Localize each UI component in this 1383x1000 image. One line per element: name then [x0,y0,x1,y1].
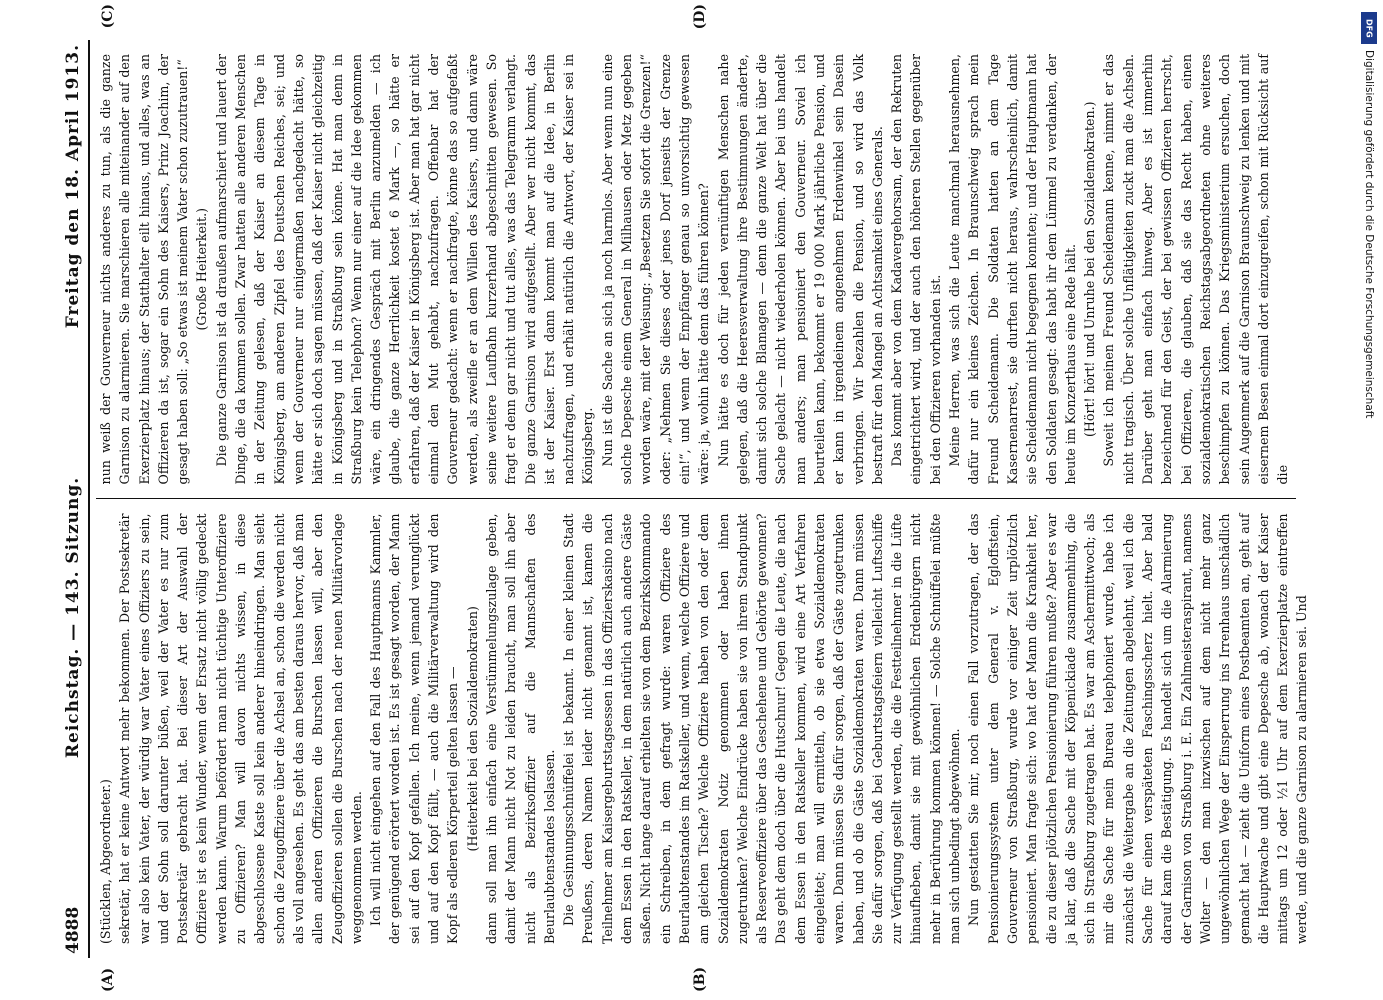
paragraph: Nun gestatten Sie mir, noch einen Fall vorzutragen, der das Pensionierungssystem unter dem General v. Egloffstein, Gouverneur von Straßburg, wurde vor einiger Zeit urplötzlich pensioniert. Man fragte sich: wo hat der Mann die Krankheit her, die zu dieser plötzlichen Pensionierung führen mußte? Aber es war ja klar, daß die Sache mit der Köpenickiade zusammenhing, die sich in Straßburg zugetragen hat. Es war am Aschermittwoch; als mir die Sache für mein Bureau telephoniert wurde, habe ich zunächst die Weitergabe an die Zeitungen abgelehnt, weil ich die Sache für einen verspäteten Faschingsscherz hielt. Aber bald darauf kam die Bestätigung. Es handelt sich um die Alarmierung der Garnison von Straßburg i. E. Ein Zahlmeisteraspirant, namens Wolter — den man inzwischen auf dem nicht mehr ganz ungewöhnlichen Wege der Einsperrung ins Irrenhaus unschädlich gemacht hat — zieht die Uniform eines Postbeamten an, geht auf die Hauptwache und gibt eine Depesche ab, wonach der Kaiser mittags um 12 oder ½1 Uhr auf dem Exerzierplatze eintreffen werde, und die ganze Garnison zu alarmieren sei. Und [966,513,1310,944]
right-column [96,40,1296,499]
left-column [96,500,1310,959]
paragraph: nun weiß der Gouverneur nichts anderes zu tun, als die ganze Garnison zu alarmieren. Sie marschieren alle miteinander auf den Exerzierplatz hinaus; der Statthalter eilt hinaus, und alles, was an Offizieren da ist, sogar ein Sohn des Kaisers, Prinz Joachim, der gesagt haben soll: „So etwas ist meinem Vater schon zuzutrauen!“ [98,54,191,485]
speaker-line: (Stücklen, Abgeordneter.) [98,779,113,944]
paragraph: Meine Herren, was sich die Leute manchmal herausnehmen, dafür nur ein kleines Zeichen. In Braunschweig sprach mein Freund Scheidemann. Die Soldaten hatten an dem Tage Kasernenarrest, sie durften nicht heraus, wahrscheinlich, damit sie Scheidemann nicht begegnen konnten; und der Hauptmann hat den Soldaten gesagt: das habt ihr dem Lümmel zu verdanken, der heute im Konzerthaus eine Rede hält. [947,54,1078,485]
paragraph: Das kommt aber von dem Kadavergehorsam, der den Rekruten eingetrichtert wird, und der auch den höheren Stellen gegenüber bei den Offizieren vorhanden ist. [889,54,943,485]
paragraph: Soweit ich meinen Freund Scheidemann kenne, nimmt er das nicht tragisch. Über solche Unflätigkeiten zuckt man die Achseln. Darüber geht man einfach hinweg. Aber es ist immerhin bezeichnend für den Geist, der bei gewissen Offizieren herrscht, bei Offizieren, die glauben, daß sie das Recht haben, einen sozialdemokratischen Reichstagsabgeordneten ohne weiteres beschimpfen zu können. Das Kriegsministerium ersuchen, doch sein Augenmerk auf die Garnison Braunschweig zu lenken und mit eisernem Besen einmal dort einzugreifen, schon mit Rücksicht auf die [1101,54,1291,485]
text-columns [96,4,1310,992]
paragraph: Nun ist die Sache an sich ja noch harmlos. Aber wenn nun eine solche Depesche einem General in Milhausen oder Metz gegeben worden wäre, mit der Weisung: „Besetzen Sie sofort die Grenzen!“ oder: „Nehmen Sie dieses oder jenes Dorf jenseits der Grenze ein!“, und wenn der Empfänger genau so unvorsichtig gewesen wäre: ja, wohin hätte denn das führen können? [599,54,712,485]
interjection: (Große Heiterkeit.) [194,207,210,331]
margin-marker-b: (B) [692,966,708,992]
paragraph: Die ganze Garnison ist da draußen aufmarschiert und lauert der Dinge, die da kommen sollen. Zwar hatten alle anderen Menschen in der Zeitung gelesen, daß der Kaiser an diesem Tage in Königsberg, am anderen Zipfel des Deutschen Reiches, sei; und wenn der Gouverneur nur einigermaßen nachgedacht hätte, so hätte er sich doch sagen müssen, daß der Kaiser nicht gleichzeitig in Königsberg und in Straßburg sein könne. Hat man denn in Straßburg kein Telephon? Wenn nur einer auf die Idee gekommen wäre, ein dringendes Gespräch mit Berlin anzumelden — ich glaube, die ganze Herrlichkeit kostet 6 Mark —, so hätte er erfahren, daß der Kaiser in Königsberg ist. Aber man hat gar nicht einmal den Mut gehabt, nachzufragen. Offenbar hat der Gouverneur gedacht: wenn er nachfragte, könne das so aufgefaßt werden, als zweifle er an dem Willen des Kaisers, und dann wäre seine weitere Laufbahn kurzerhand abgeschnitten gewesen. So fragt er denn gar nicht und tut alles, was das Telegramm verlangt. Die ganze Garnison wird aufgestellt. Aber wer nicht kommt, das ist der Kaiser. Erst dann kommt man auf die Idee, in Berlin nachzufragen, und erhält natürlich die Antwort, der Kaiser sei in Königsberg. [213,54,596,485]
header-left-title: Reichstag. — 143. Sitzung. [63,476,83,759]
interjection: (Heiterkeit bei den Sozialdemokraten) [464,606,480,852]
header-right-title: Freitag den 18. April 1913. [63,44,83,329]
interjection: (Hört! hört! und Unruhe bei den Sozialdemokraten.) [1082,101,1098,437]
page-number: 4888 [63,906,83,954]
paragraph: dann soll man ihn einfach eine Verstümmelungszulage geben, damit der Mann nicht Not zu leiden braucht, man soll ihn aber nicht als Bezirksoffizier auf die Mannschaften des Beurlaubtenstandes loslassen. [483,513,557,944]
paragraph: Nun hätte es doch für jeden vernünftigen Menschen nahe gelegen, daß die Heeresverwaltung ihre Bestimmungen änderte, damit sich solche Blamagen — denn die ganze Welt hat über die Sache gelacht — nicht wiederholen können. Aber bei uns handelt man anders; man pensioniert den Gouverneur. Soviel ich beurteilen kann, bekommt er 19 000 Mark jährliche Pension, und er kann in irgendeinem angenehmen Erdenwinkel sein Dasein verbringen. Wir bezahlen die Pension, und so wird das Volk bestraft für den Mangel an Achtsamkeit eines Generals. [715,54,885,485]
margin-marker-d: (D) [692,4,708,30]
dfg-logo: DFG [1361,12,1377,44]
paragraph: sekretär, hat er keine Antwort mehr bekommen. Der Postsekretär war also kein Vater, der würdig war Vater eines Offiziers zu sein, und der Sohn soll darunter büßen, weil der Vater es nur zum Postsekretär gebracht hat. Bei dieser Art der Auswahl der Offiziere ist es kein Wunder, wenn der Ersatz nicht völlig gedeckt werden kann. Warum befördert man nicht tüchtige Unteroffiziere zu Offizieren? Man will davon nichts wissen, in diese abgeschlossene Kaste soll kein anderer hineindringen. Man sieht schon die Zeugoffiziere über die Achsel an, schon die werden nicht als voll angesehen. Es geht das am besten daraus hervor, daß man allen anderen Offizieren die Burschen lassen will, aber den Zeugoffizieren sollen die Burschen nach der neuen Militärvorlage weggenommen werden. [117,513,364,944]
margin-marker-a: (A) [100,967,116,992]
page-header [58,40,90,958]
paragraph: Ich will nicht eingehen auf den Fall des Hauptmanns Kammler, der genügend erörtert worden ist. Es ist gesagt worden, der Mann sei auf den Kopf gefallen. Ich meine, wenn jemand verunglückt und auf den Kopf fällt, — auch die Militärverwaltung wird den Kopf als edleren Körperteil gelten lassen — [368,513,461,944]
digitization-credit: Digitalisierung gefördert durch die Deutsche Forschungsgemeinschaft [1363,50,1375,419]
margin-marker-c: (C) [100,4,116,29]
paragraph: Die Gesinnungsschnüffelei ist bekannt. In einer kleinen Stadt Preußens, deren Namen leider nicht genannt ist, kamen die Teilnehmer am Kaisergeburtstagsessen in das Offizierskasino nach dem Essen in den Ratskeller, in dem natürlich auch andere Gäste saßen. Nicht lange darauf erhielten sie von dem Bezirkskommando ein Schreiben, in dem gefragt wurde: waren Offiziere des Beurlaubtenstandes im Ratskeller, und wenn, welche Offiziere und am gleichen Tische? Welche Offiziere haben von den oder dem Sozialdemokraten Notiz genommen oder haben ihnen zugetrunken? Welche Eindrücke haben sie von ihrem Standpunkt als Reserveoffiziere über das Geschehene und Gehörte gewonnen? Das geht dem doch über die Hutschnur! Gegen die Leute, die nach dem Essen in den Ratskeller kommen, wird eine Art Verfahren eingeleitet; man will ermitteln, ob sie etwa Sozialdemokraten waren. Dann müssen Sie dafür sorgen, daß der Gäste zugetrunken haben, und ob die Gäste Sozialdemokraten waren. Dann müssen Sie dafür sorgen, daß bei Geburtstagsfeiern vielleicht Luftschiffe zur Verfügung gestellt werden, die die Festteilnehmer in die Lüfte hinaufheben, damit sie mit gewöhnlichen Erdenbürgern nicht mehr in Berührung kommen können! — Solche Schnüffelei müßte man sich unbedingt abgewöhnen. [561,513,963,944]
digitization-sidebar [1359,10,1381,990]
